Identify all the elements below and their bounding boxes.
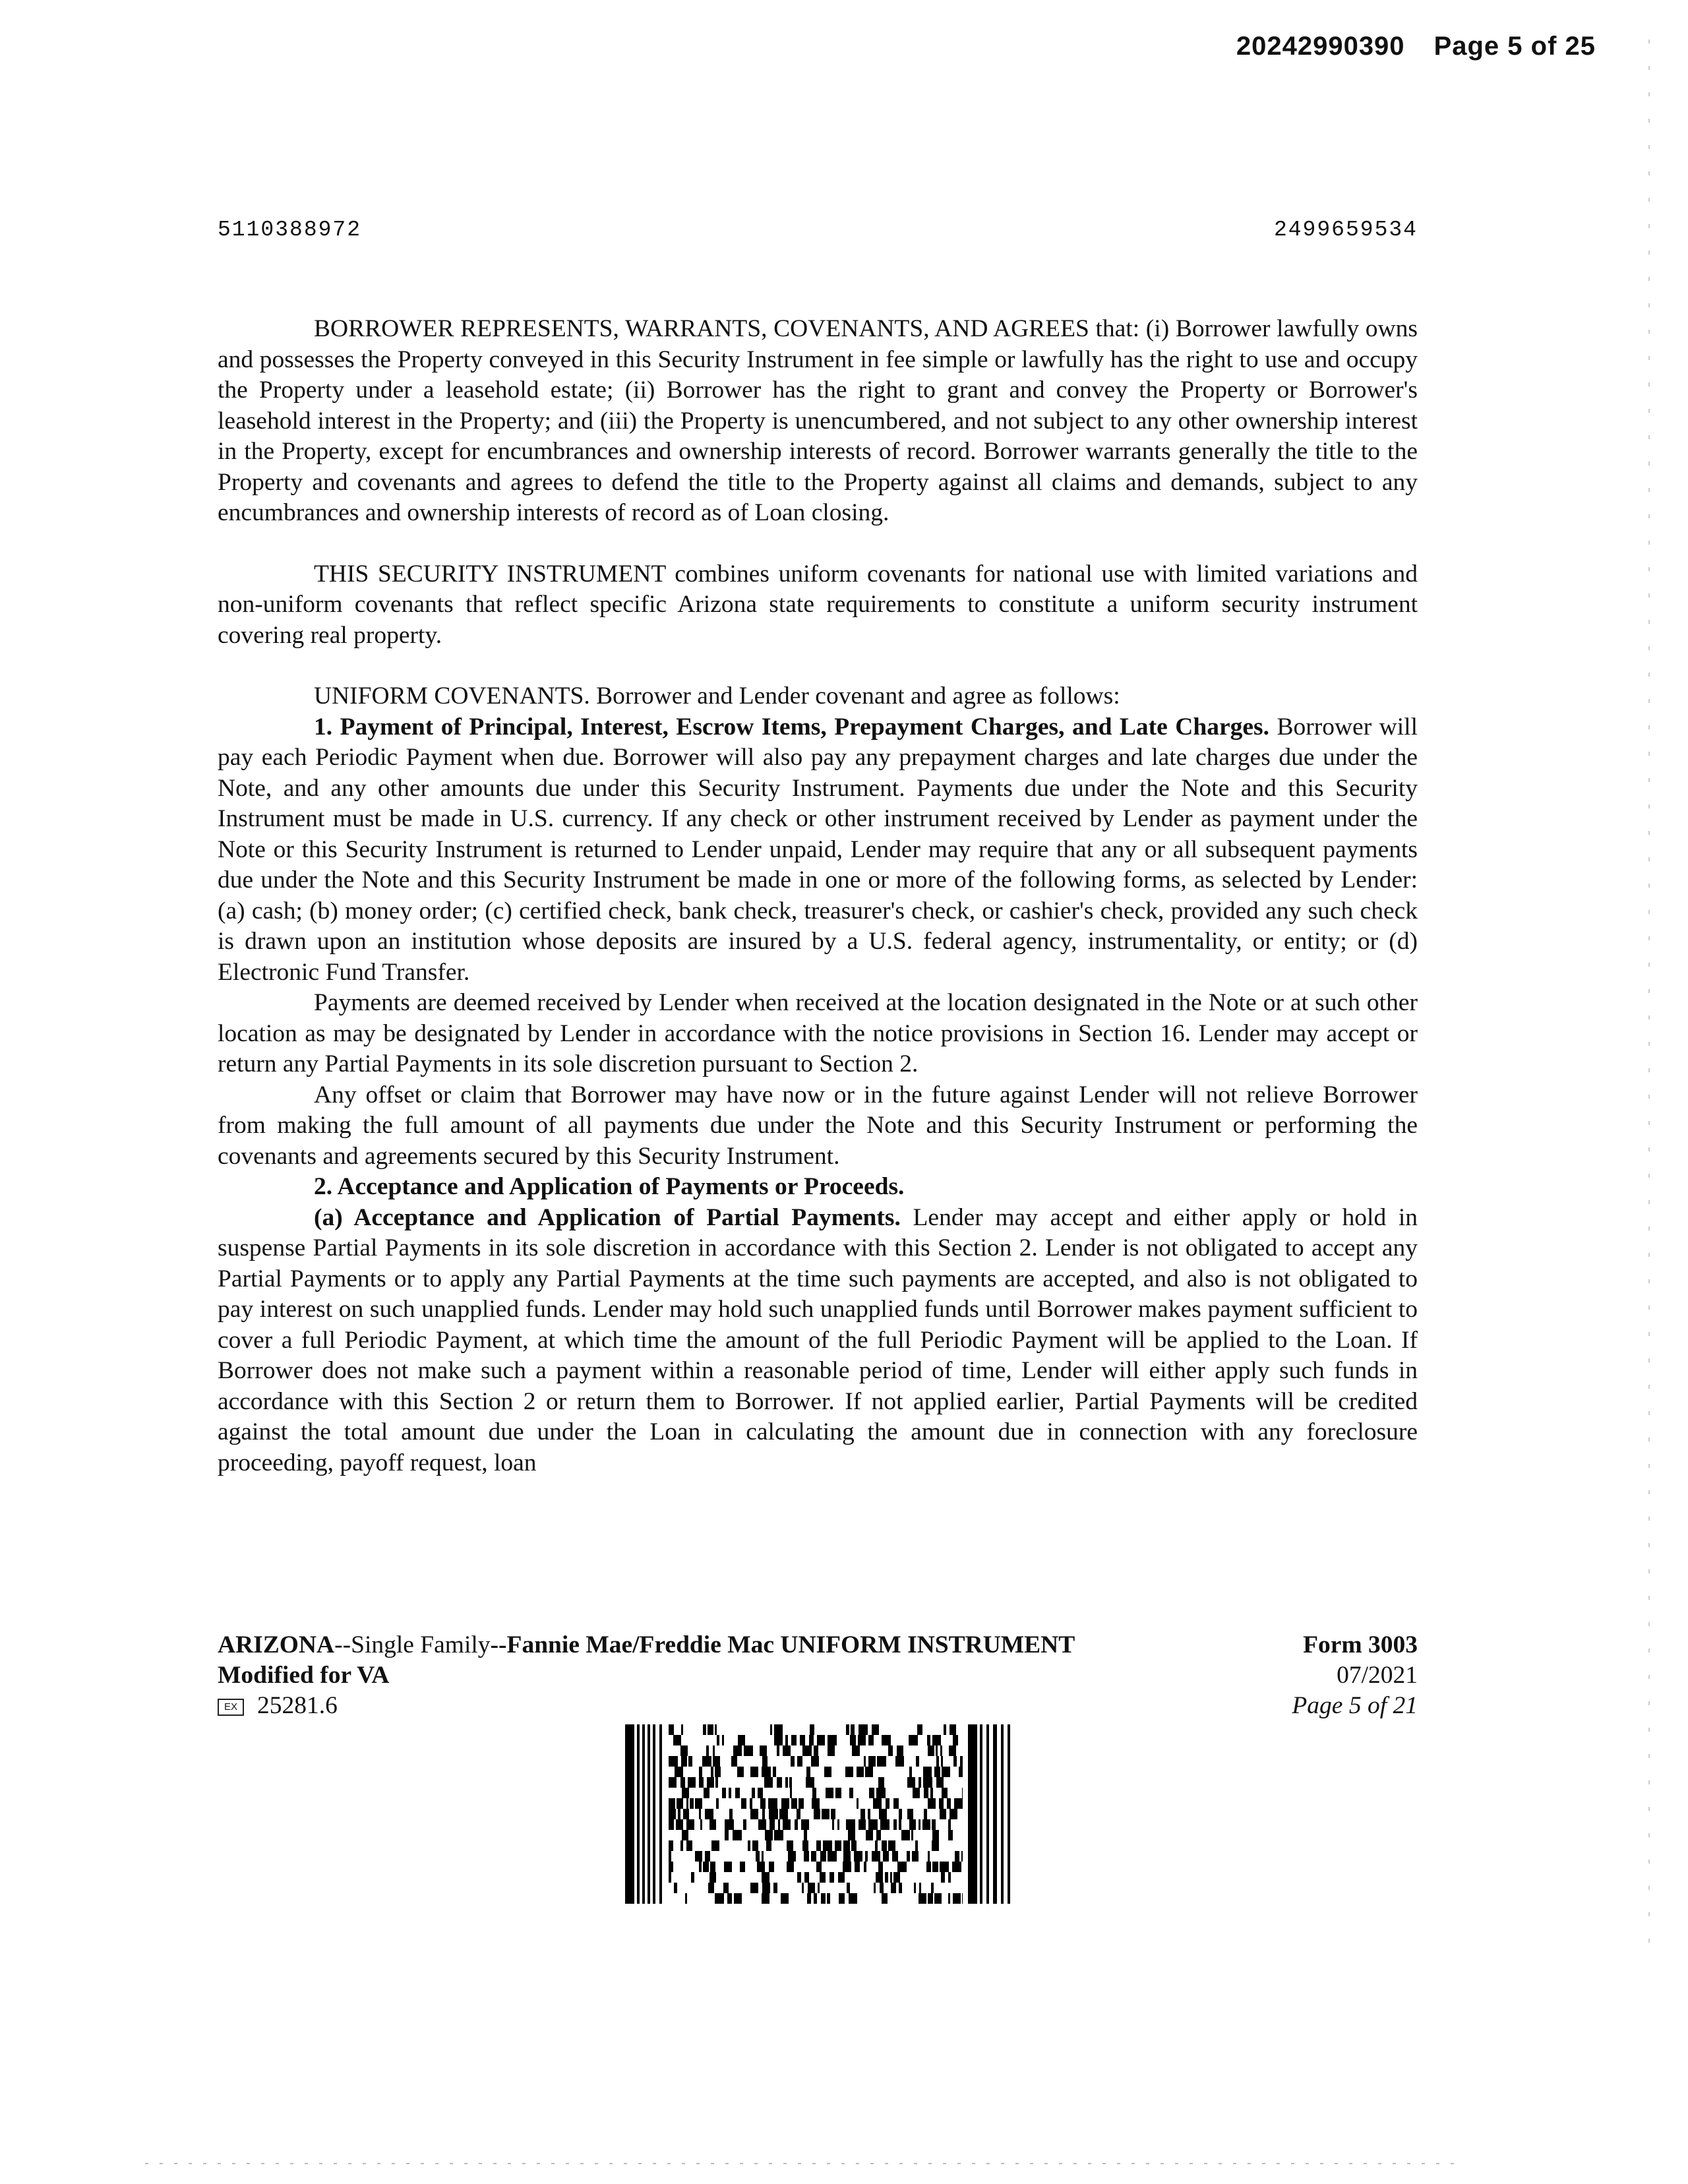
footer-code: 25281.6 bbox=[257, 1692, 338, 1719]
section-1-heading: 1. Payment of Principal, Interest, Escrow Items, Prepayment Charges, and Late Charges. bbox=[314, 713, 1269, 741]
scan-bottom-artifact bbox=[145, 2163, 1464, 2164]
warranty-paragraph: BORROWER REPRESENTS, WARRANTS, COVENANTS, AND AGREES that: (i) Borrower lawfully owns and possesses the Property conveyed in this Security Instrument in fee simple or lawfully has the right to use and occupy the Property under a leasehold estate; (ii) Borrower has the right to grant and convey the Property or Borrower's leasehold interest in the Property; and (iii) the Property is unencumbered, and not subject to any other ownership interest in the Property, except for encumbrances and ownership interests of record. Borrower warrants generally the title to the Property and covenants and agrees to defend the title to the Property against all claims and demands, subject to any encumbrances and ownership interests of record as of Loan closing. bbox=[218, 315, 1418, 526]
document-body bbox=[218, 314, 1418, 1478]
footer-modified: Modified for VA bbox=[218, 1662, 390, 1689]
section-2a-heading: (a) Acceptance and Application of Partial Payments. bbox=[314, 1203, 901, 1231]
section-1 bbox=[218, 712, 1418, 988]
section-2a-text: Lender may accept and either apply or hold in suspense Partial Payments in its sole discretion in accordance with this Section 2. Lender is not obligated to accept any Partial Payments or to apply any Partial Payments at the time such payments are accepted, and also is not obligated to pay interest on such unapplied funds. Lender may hold such unapplied funds until Borrower makes payment sufficient to cover a full Periodic Payment, at which time the amount of the full Periodic Payment will be applied to the Loan. If Borrower does not make such a payment within a reasonable period of time, Lender will either apply such funds in accordance with this Section 2 or return them to Borrower. If not applied earlier, Partial Payments will be credited against the total amount due under the Loan in calculating the amount due in connection with any foreclosure proceeding, payoff request, loan bbox=[218, 1203, 1418, 1476]
section-2a bbox=[218, 1203, 1418, 1479]
footer-form: Form 3003 bbox=[1303, 1631, 1418, 1658]
uniform-covenants-intro: UNIFORM COVENANTS. Borrower and Lender covenant and agree as follows: bbox=[314, 682, 1120, 710]
ellie-mae-ex-icon: EX bbox=[218, 1699, 244, 1716]
section-1-paragraph-3: Any offset or claim that Borrower may have now or in the future against Lender will not relieve Borrower from making the full amount of all payments due under the Note and this Security Instrument or performing the covenants and agreements secured by this Security Instrument. bbox=[218, 1081, 1418, 1170]
recording-number: 20242990390 bbox=[1236, 32, 1405, 61]
section-1-text: Borrower will pay each Periodic Payment when due. Borrower will also pay any prepayment charges and late charges due under the Note, and any other amounts due under this Security Instrument. Payments due under the Note and this Security Instrument must be made in U.S. currency. If any check or other instrument received by Lender as payment under the Note or this Security Instrument is returned to Lender unpaid, Lender may require that any or all subsequent payments due under the Note and this Security Instrument be made in one or more of the following forms, as selected by Lender: (a) cash; (b) money order; (c) certified check, bank check, treasurer's check, or cashier's check, provided any such check is drawn upon an institution whose deposits are insured by a U.S. federal agency, instrumentality, or entity; or (d) Electronic Fund Transfer. bbox=[218, 713, 1418, 986]
loan-number-right: 2499659534 bbox=[1273, 218, 1418, 242]
section-2-heading: 2. Acceptance and Application of Payments or Proceeds. bbox=[314, 1173, 905, 1200]
footer-title-line: ARIZONA--Single Family--Fannie Mae/Freddie Mac UNIFORM INSTRUMENT bbox=[218, 1631, 1075, 1658]
scan-edge-artifact bbox=[1648, 40, 1650, 1952]
footer-left bbox=[218, 1630, 1075, 1721]
footer-right bbox=[1292, 1630, 1418, 1721]
section-1-paragraph-2: Payments are deemed received by Lender when received at the location designated in the Note or at such other location as may be designated by Lender in accordance with the notice provisions in Section 16. Lender may accept or return any Partial Payments in its sole discretion pursuant to Section 2. bbox=[218, 989, 1418, 1077]
footer-date: 07/2021 bbox=[1337, 1662, 1418, 1689]
pdf417-barcode-icon bbox=[625, 1724, 1011, 1907]
recording-stamp bbox=[1236, 32, 1596, 61]
recording-page: Page 5 of 25 bbox=[1433, 32, 1596, 61]
instrument-paragraph: THIS SECURITY INSTRUMENT combines uniform covenants for national use with limited variations and non-uniform covenants that reflect specific Arizona state requirements to constitute a uniform security instrument covering real property. bbox=[218, 560, 1418, 649]
loan-number-left: 5110388972 bbox=[218, 218, 362, 242]
footer-code-line bbox=[218, 1691, 1075, 1721]
footer-page: Page 5 of 21 bbox=[1292, 1692, 1418, 1719]
